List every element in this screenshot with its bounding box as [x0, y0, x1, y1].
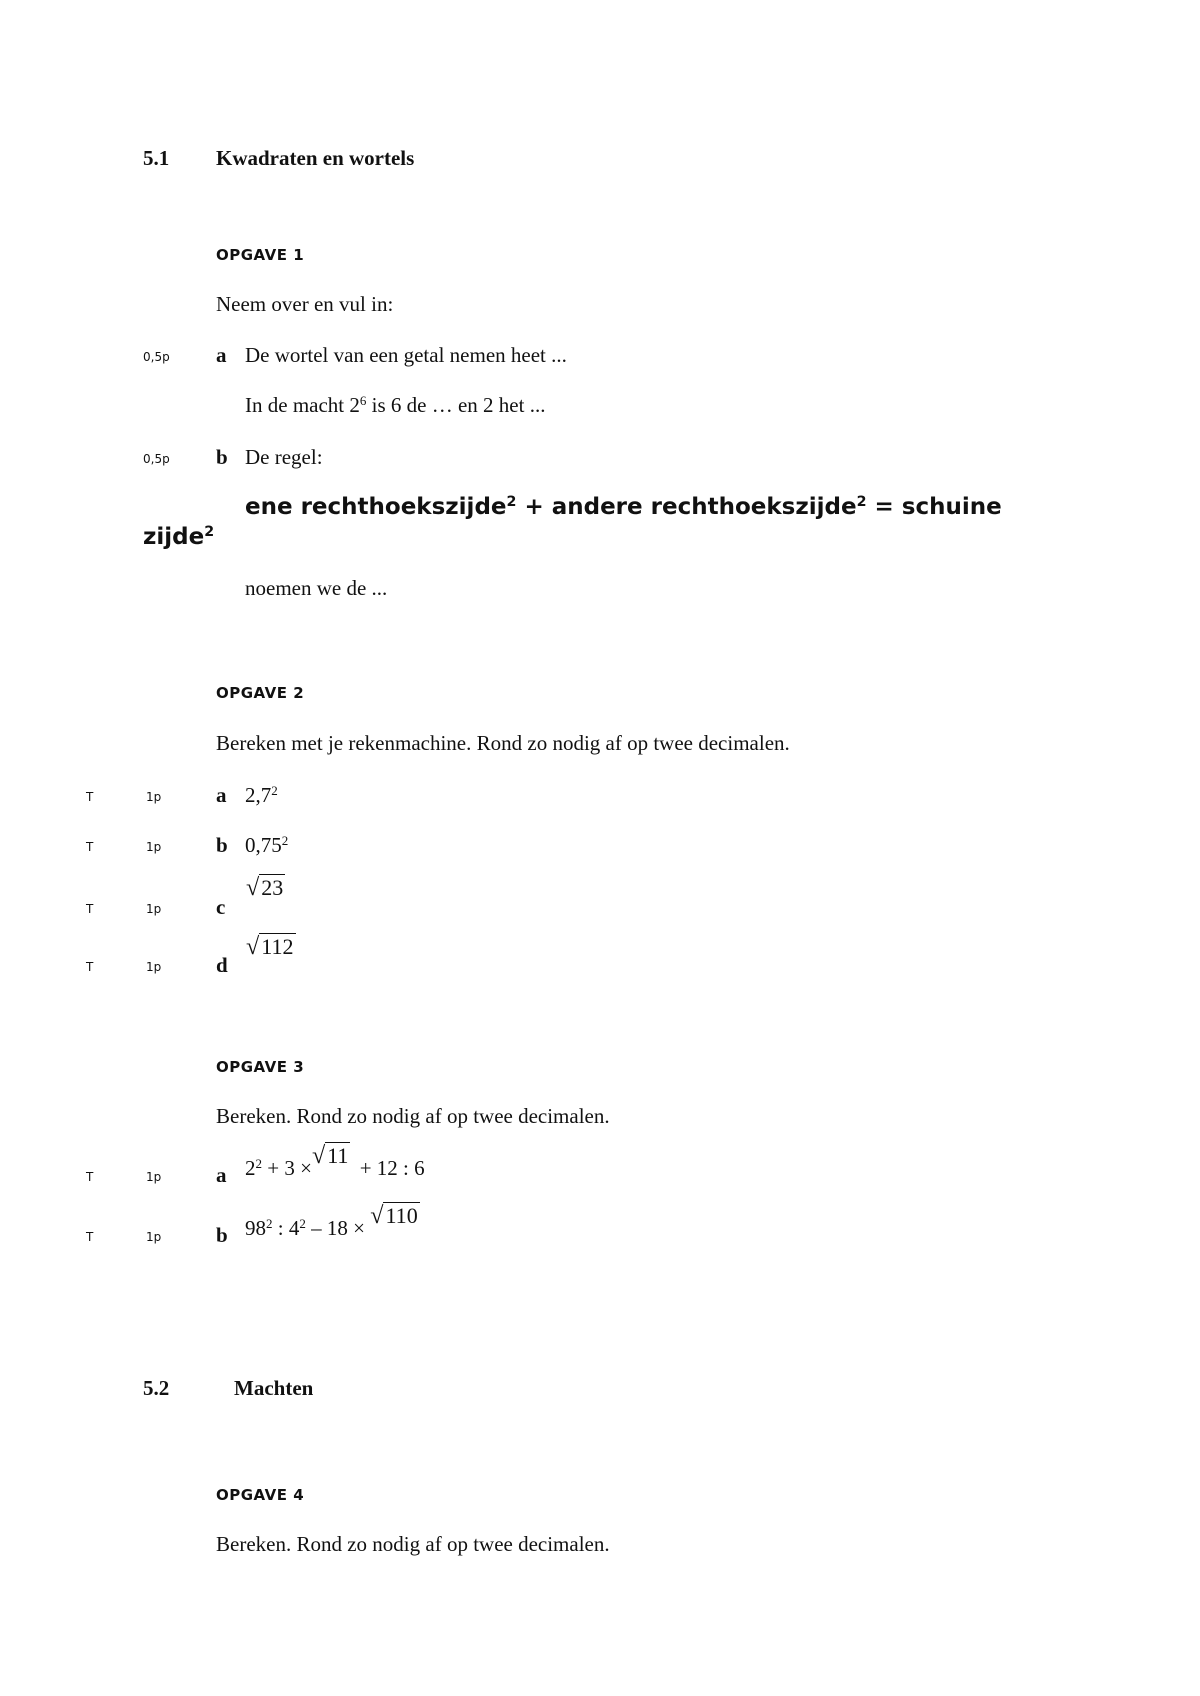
rule-formula-continued	[143, 524, 214, 550]
opgave-2-label: OPGAVE 2	[216, 684, 305, 702]
radicand: 23	[261, 875, 284, 900]
base: 2,7	[245, 783, 272, 807]
exponent: 6	[359, 392, 367, 408]
rule-formula	[245, 494, 1002, 520]
section-title: Machten	[234, 1376, 314, 1400]
sqrt-icon: √	[311, 1142, 326, 1169]
points-label: 0,5p	[143, 452, 170, 466]
tag-label: T	[86, 1170, 94, 1184]
points-label: 1p	[146, 790, 162, 804]
text-part: + 12 : 6	[359, 1156, 425, 1180]
base: 0,75	[245, 833, 282, 857]
points-label: 1p	[146, 1170, 162, 1184]
rule-part: = schuine	[866, 494, 1002, 520]
sqrt-icon: √	[370, 1202, 384, 1229]
opgave-1-label: OPGAVE 1	[216, 246, 305, 264]
square-root-expression	[246, 874, 285, 902]
radicand: 11	[327, 1143, 349, 1168]
radicand: 112	[261, 934, 294, 959]
exponent: 2	[281, 832, 289, 848]
points-label: 1p	[146, 1230, 162, 1244]
text-part: – 18 ×	[305, 1216, 371, 1240]
tag-label: T	[86, 840, 94, 854]
exponent: 2	[255, 1155, 263, 1171]
rule-part: zijde	[143, 524, 205, 550]
opgave-3-instruction: Bereken. Rond zo nodig af op twee decimalen.	[216, 1104, 610, 1128]
rule-part: + andere rechthoekszijde	[516, 494, 857, 520]
section-number: 5.2	[143, 1376, 170, 1400]
points-label: 1p	[146, 840, 162, 854]
sqrt-icon: √	[246, 933, 260, 960]
points-label: 1p	[146, 902, 162, 916]
points-label: 1p	[146, 960, 162, 974]
exponent: 2	[266, 1215, 273, 1231]
item-letter: a	[216, 783, 227, 807]
tag-label: T	[86, 902, 94, 916]
tag-label: T	[86, 790, 94, 804]
rule-part: ene rechthoekszijde	[245, 494, 507, 520]
question-text: noemen we de ...	[245, 576, 388, 600]
exponent: 2	[299, 1215, 306, 1231]
item-letter: b	[216, 833, 228, 857]
text-part: is 6 de … en 2 het ...	[366, 393, 546, 417]
tag-label: T	[86, 960, 94, 974]
item-letter: a	[216, 1163, 227, 1187]
text-part: 2	[245, 1156, 256, 1180]
text-part: + 3 ×	[262, 1156, 312, 1180]
opgave-4-label: OPGAVE 4	[216, 1486, 305, 1504]
text-part: 98	[245, 1216, 266, 1240]
question-text	[245, 393, 545, 418]
radicand: 110	[385, 1203, 418, 1228]
text-part: In de macht 2	[245, 393, 360, 417]
text-part: : 4	[272, 1216, 300, 1240]
opgave-4-instruction: Bereken. Rond zo nodig af op twee decimalen.	[216, 1532, 610, 1556]
opgave-1-instruction: Neem over en vul in:	[216, 292, 394, 316]
section-number: 5.1	[143, 146, 170, 170]
points-label: 0,5p	[143, 350, 170, 364]
square-root-expression	[246, 933, 296, 961]
expression	[245, 1142, 425, 1188]
exponent: 2	[271, 782, 278, 798]
question-text: De regel:	[245, 445, 323, 469]
opgave-3-label: OPGAVE 3	[216, 1058, 305, 1076]
exponent: 2	[506, 494, 517, 511]
exponent: 2	[856, 494, 867, 511]
tag-label: T	[86, 1230, 94, 1244]
power-expression	[245, 783, 278, 808]
item-letter: a	[216, 343, 227, 367]
opgave-2-instruction: Bereken met je rekenmachine. Rond zo nodig af op twee decimalen.	[216, 731, 790, 755]
sqrt-icon: √	[246, 874, 260, 901]
power-expression	[245, 833, 288, 858]
item-letter: c	[216, 895, 226, 919]
item-letter: b	[216, 1223, 228, 1247]
section-title: Kwadraten en wortels	[216, 146, 415, 170]
expression	[245, 1202, 420, 1248]
item-letter: d	[216, 953, 228, 977]
item-letter: b	[216, 445, 228, 469]
question-text: De wortel van een getal nemen heet ...	[245, 343, 567, 367]
exponent: 2	[204, 524, 215, 541]
